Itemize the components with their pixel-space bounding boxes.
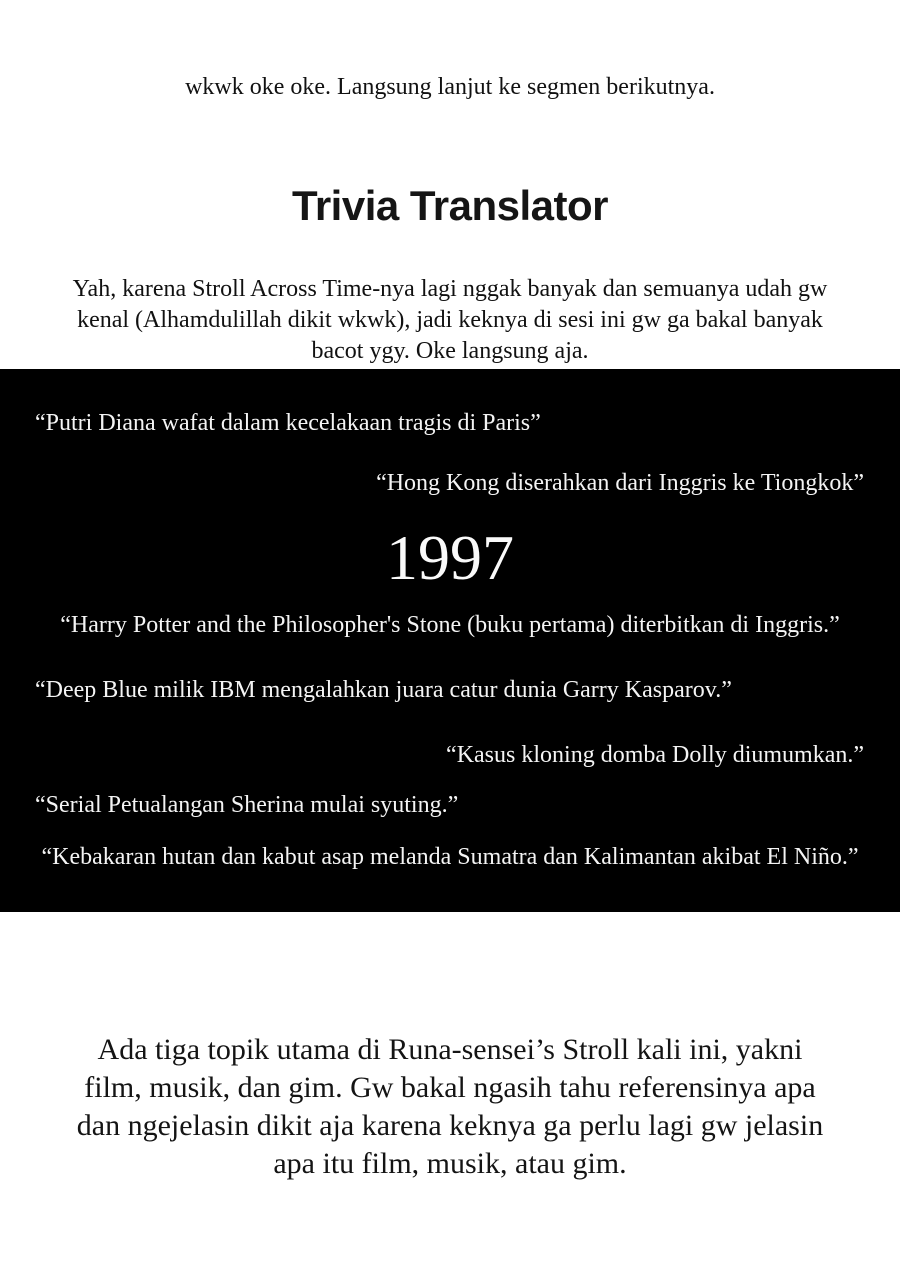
quote-deep-blue: “Deep Blue milik IBM mengalahkan juara catur dunia Garry Kasparov.” — [35, 677, 732, 703]
quote-dolly-cloning: “Kasus kloning domba Dolly diumumkan.” — [446, 742, 864, 768]
quote-forest-fire: “Kebakaran hutan dan kabut asap melanda Sumatra dan Kalimantan akibat El Niño.” — [41, 844, 859, 870]
intro-line: wkwk oke oke. Langsung lanjut ke segmen berikutnya. — [185, 74, 715, 100]
quote-putri-diana: “Putri Diana wafat dalam kecelakaan tragis di Paris” — [35, 410, 541, 436]
section-title: Trivia Translator — [292, 182, 608, 230]
quote-sherina: “Serial Petualangan Sherina mulai syuting.” — [35, 792, 459, 818]
quote-harry-potter: “Harry Potter and the Philosopher's Stone (buku pertama) diterbitkan di Inggris.” — [60, 612, 840, 638]
year-panel — [0, 369, 900, 912]
intro-paragraph: Yah, karena Stroll Across Time-nya lagi nggak banyak dan semuanya udah gw kenal (Alhamdulillah dikit wkwk), jadi keknya di sesi ini gw ga bakal banyak bacot ygy. Oke langsung aja. — [72, 276, 828, 364]
quote-hong-kong: “Hong Kong diserahkan dari Inggris ke Tiongkok” — [376, 470, 864, 496]
year-heading: 1997 — [386, 522, 514, 593]
closing-paragraph: Ada tiga topik utama di Runa-sensei’s Stroll kali ini, yakni film, musik, dan gim. Gw bakal ngasih tahu referensinya apa dan ngejelasin dikit aja karena keknya ga perlu lagi gw jelasin apa itu film, musik, atau gim. — [76, 1033, 824, 1180]
